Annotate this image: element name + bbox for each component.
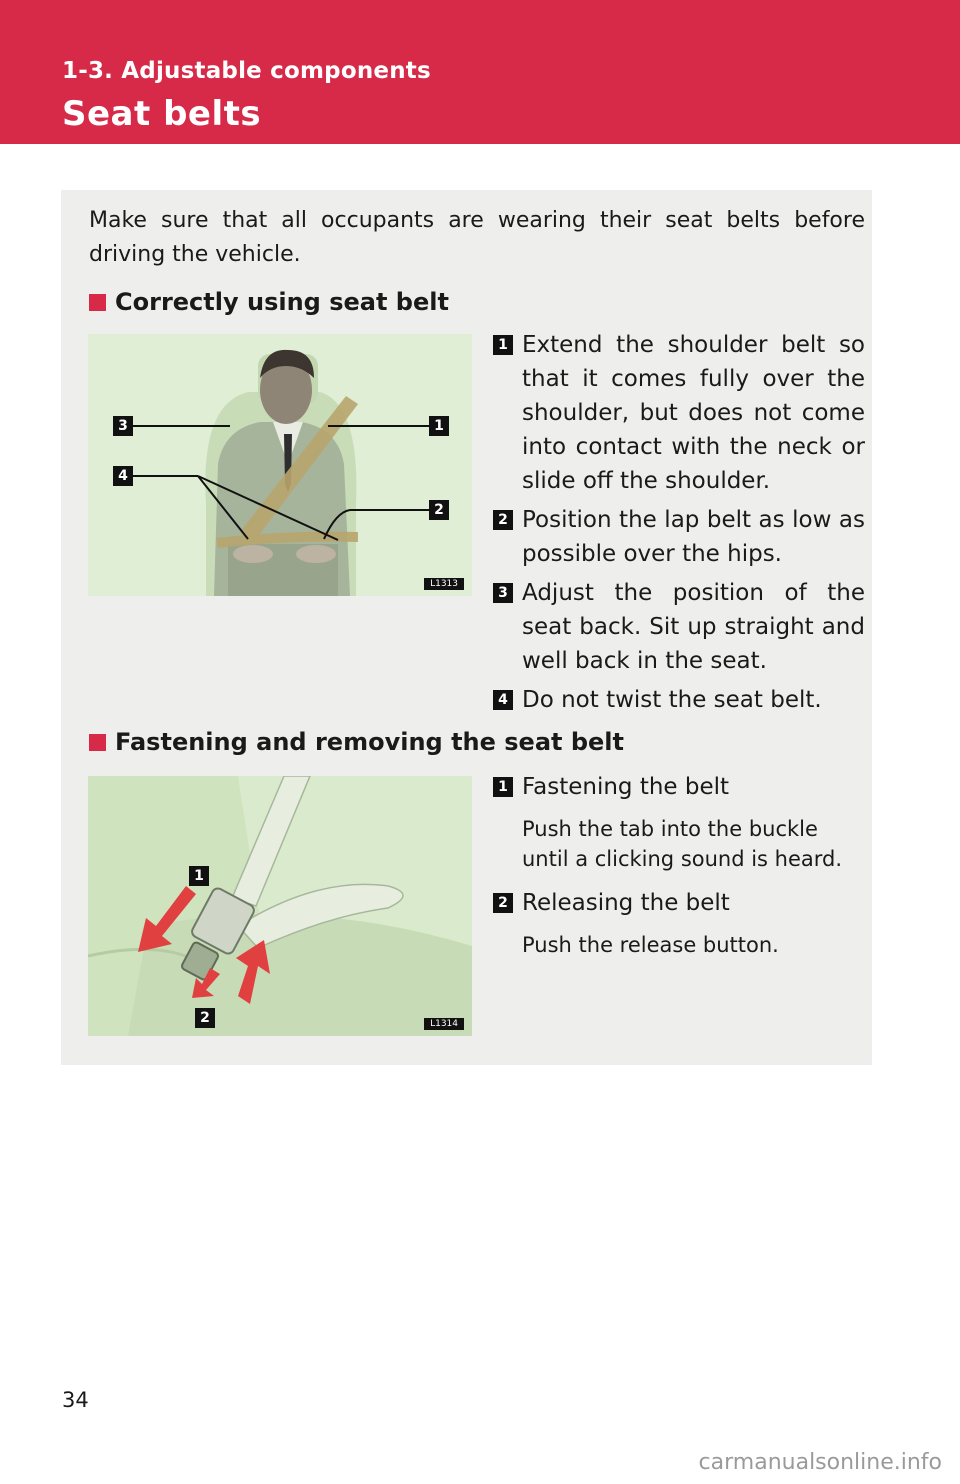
section-title: 1-3. Adjustable components — [62, 58, 431, 84]
step-item — [493, 576, 865, 678]
step-detail: Push the release button. — [522, 933, 779, 957]
content-panel — [61, 190, 872, 1065]
steps-correct-use — [493, 328, 865, 717]
step-text: Fastening the belt — [522, 774, 730, 800]
step-number-badge: 2 — [493, 510, 513, 530]
occupant-illustration — [88, 334, 472, 596]
subheading-correct-use — [89, 286, 449, 318]
page-title: Seat belts — [62, 94, 262, 134]
callout-badge: 1 — [189, 866, 209, 886]
step-item — [493, 886, 865, 920]
step-text: Extend the shoulder belt so that it comes fully over the shoulder, but does not come into contact with the neck or slide off the shoulder. — [522, 332, 865, 494]
square-bullet-icon — [89, 294, 106, 311]
figure-code: L1314 — [424, 1018, 464, 1030]
step-item — [493, 770, 865, 804]
callout-badge: 3 — [113, 416, 133, 436]
step-number-badge: 4 — [493, 690, 513, 710]
step-number-badge: 3 — [493, 583, 513, 603]
step-item — [493, 503, 865, 571]
square-bullet-icon — [89, 734, 106, 751]
page-number: 34 — [62, 1388, 89, 1412]
step-text: Position the lap belt as low as possible over the hips. — [522, 507, 865, 567]
callout-badge: 2 — [429, 500, 449, 520]
callout-badge: 4 — [113, 466, 133, 486]
figure-code: L1313 — [424, 578, 464, 590]
subheading-label: Fastening and removing the seat belt — [115, 728, 625, 756]
step-item — [493, 328, 865, 498]
step-text: Adjust the position of the seat back. Sit up straight and well back in the seat. — [522, 580, 865, 674]
subheading-fastening — [89, 726, 624, 758]
step-text: Releasing the belt — [522, 890, 730, 916]
step-detail: Push the tab into the buckle until a clicking sound is heard. — [522, 817, 843, 871]
figure-seated-occupant — [88, 334, 472, 596]
step-item — [493, 683, 865, 717]
callout-badge: 2 — [195, 1008, 215, 1028]
step-number-badge: 1 — [493, 777, 513, 797]
step-text: Do not twist the seat belt. — [522, 687, 822, 713]
steps-fastening — [493, 770, 865, 960]
subheading-label: Correctly using seat belt — [115, 288, 449, 316]
step-number-badge: 2 — [493, 893, 513, 913]
page-header — [0, 0, 960, 144]
figure-buckle — [88, 776, 472, 1036]
watermark: carmanualsonline.info — [698, 1450, 942, 1475]
step-number-badge: 1 — [493, 335, 513, 355]
intro-text: Make sure that all occupants are wearing their seat belts before driving the vehicle. — [89, 208, 865, 267]
callout-badge: 1 — [429, 416, 449, 436]
buckle-illustration — [88, 776, 472, 1036]
